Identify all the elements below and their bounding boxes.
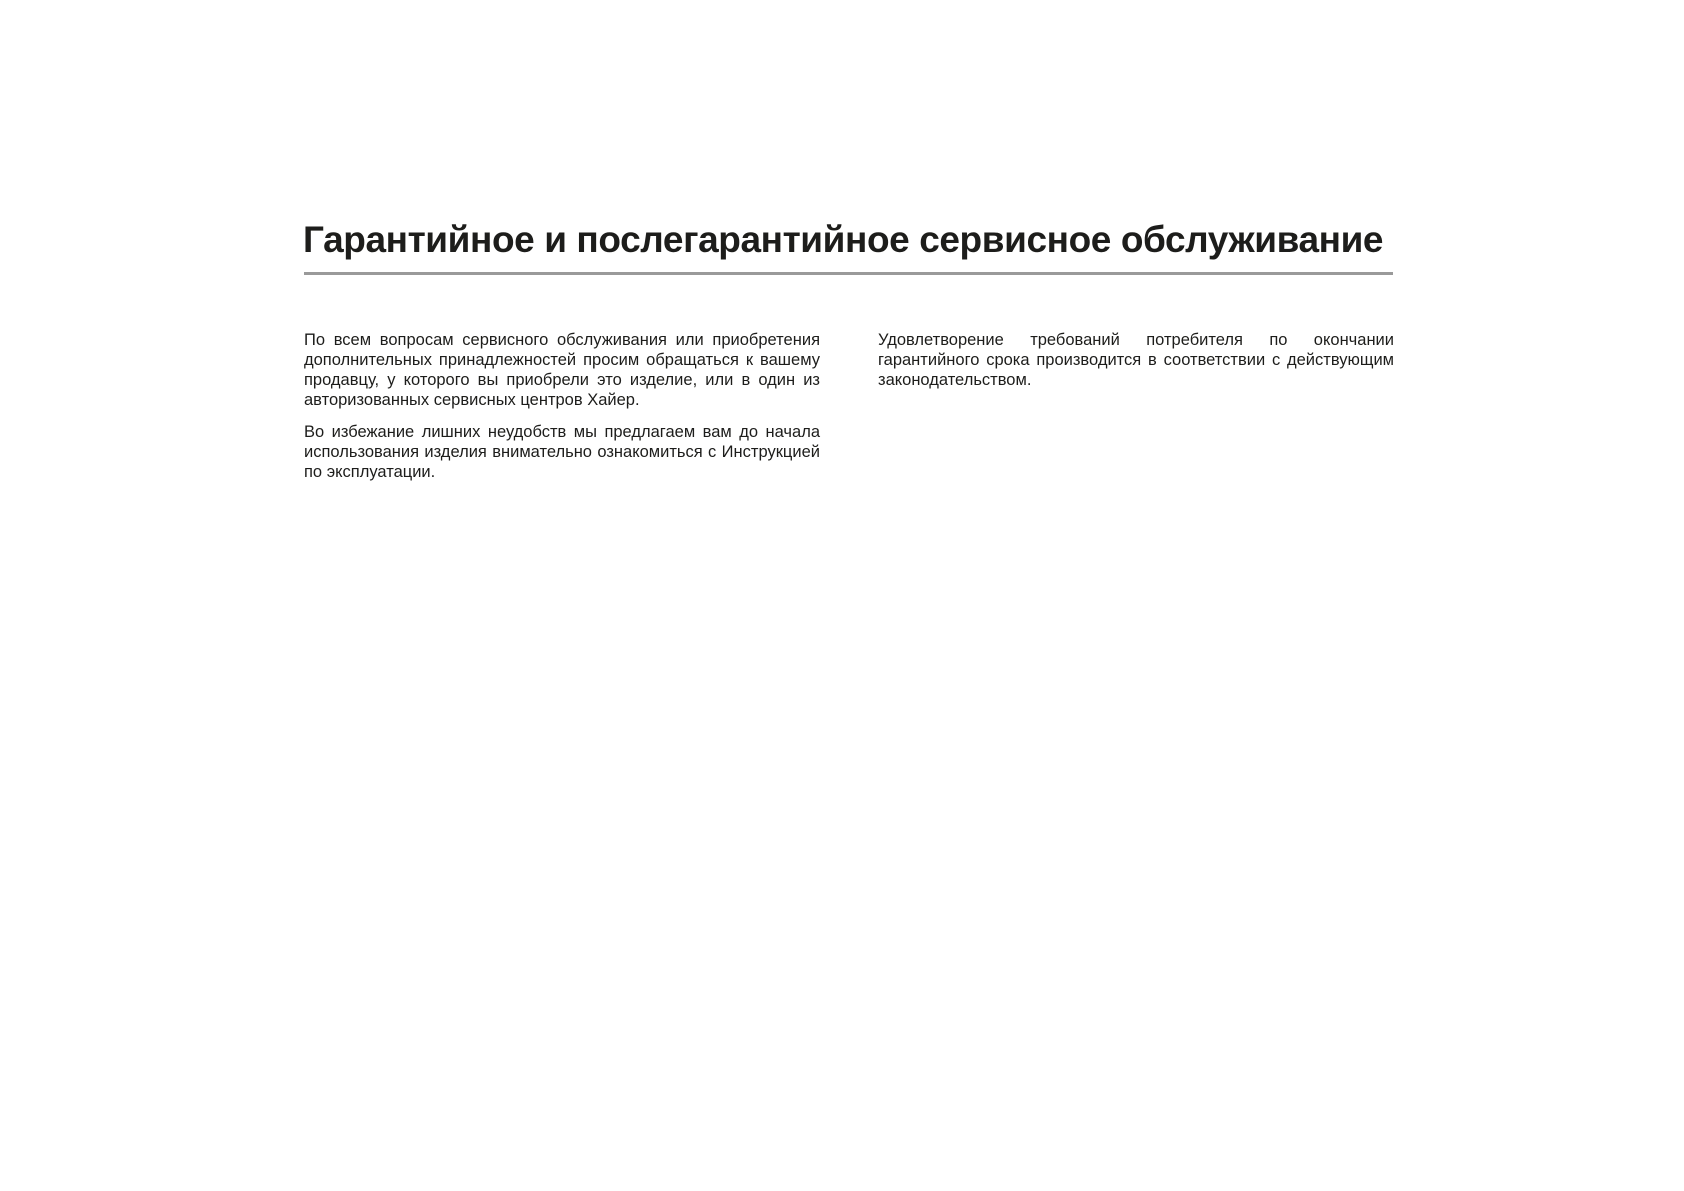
service-contact-paragraph: По всем вопросам сервисного обслуживания или приобретения дополнительных принадлежностей просим обращаться к вашему продавцу, у которого вы приобрели это изделие, или в один из авторизованных сервисных центров Хайер. <box>304 331 820 409</box>
page-title: Гарантийное и послегарантийное сервисное обслуживание <box>303 219 1384 260</box>
title-divider <box>304 272 1393 275</box>
post-warranty-paragraph: Удовлетворение требований потребителя по окончании гарантийного срока производится в соответствии с действующим законодательством. <box>878 331 1394 389</box>
instructions-advice-paragraph: Во избежание лишних неудобств мы предлагаем вам до начала использования изделия внимательно ознакомиться с Инструкцией по эксплуатации. <box>304 423 820 481</box>
right-text-column <box>878 330 1394 402</box>
left-text-column <box>304 330 820 494</box>
